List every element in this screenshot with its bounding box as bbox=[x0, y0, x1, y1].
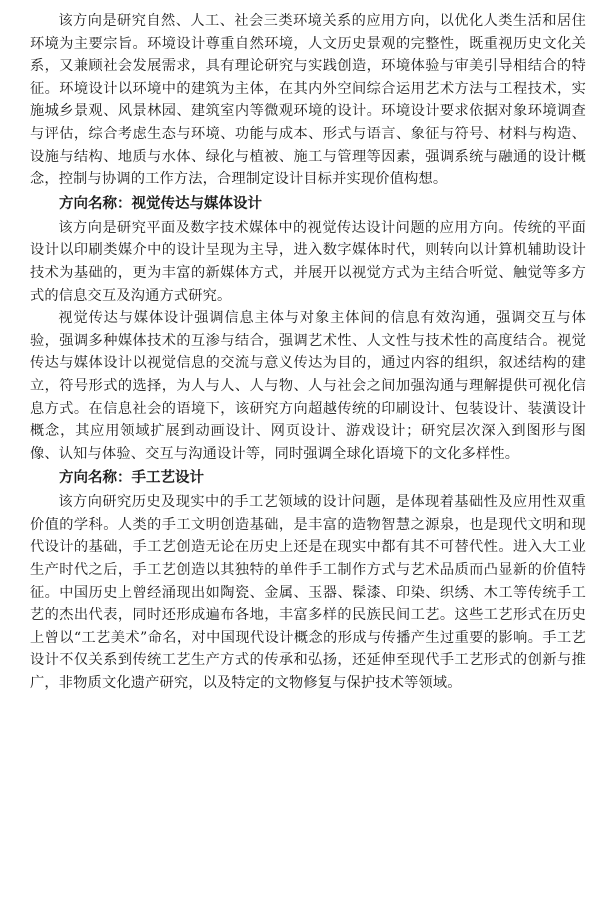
handicraft-paragraph-1: 该方向研究历史及现实中的手工艺领域的设计问题，是体现着基础性及应用性双重价值的学科。人类的手工文明创造基础，是丰富的造物智慧之源泉，也是现代文明和现代设计的基础，手工艺创造无论在历史上还是在现实中都有其不可替代性。进入大工业生产时代之后，手工艺创造以其独特的单件手工制作方式与艺术品质而凸显新的价值特征。中国历史上曾经涌现出如陶瓷、金属、玉器、髹漆、印染、织绣、木工等传统手工艺的杰出代表，同时还形成遍布各地，丰富多样的民族民间工艺。这些工艺形式在历史上曾以“工艺美术”命名，对中国现代设计概念的形成与传播产生过重要的影响。手工艺设计不仅关系到传统工艺生产方式的传承和弘扬，还延伸至现代手工艺形式的创新与推广，非物质文化遗产研究，以及特定的文物修复与保护技术等领域。 bbox=[30, 494, 586, 692]
section-visual-communication bbox=[30, 193, 586, 466]
intro-section bbox=[30, 10, 586, 191]
section-heading-visual-communication: 方向名称：视觉传达与媒体设计 bbox=[59, 195, 262, 212]
intro-paragraph: 该方向是研究自然、人工、社会三类环境关系的应用方向，以优化人类生活和居住环境为主要宗旨。环境设计尊重自然环境，人文历史景观的完整性，既重视历史文化关系，又兼顾社会发展需求，具有理论研究与实践创造，环境体验与审美引导相结合的特征。环境设计以环境中的建筑为主体，在其内外空间综合运用艺术方法与工程技术，实施城乡景观、风景林园、建筑室内等微观环境的设计。环境设计要求依据对象环境调查与评估，综合考虑生态与环境、功能与成本、形式与语言、象征与符号、材料与构造、设施与结构、地质与水体、绿化与植被、施工与管理等因素，强调系统与融通的设计概念，控制与协调的工作方法，合理制定设计目标并实现价值构想。 bbox=[30, 13, 586, 188]
document-page bbox=[30, 10, 586, 695]
visual-communication-paragraph-1: 该方向是研究平面及数字技术媒体中的视觉传达设计问题的应用方向。传统的平面设计以印刷类媒介中的设计呈现为主导，进入数字媒体时代，则转向以计算机辅助设计技术为基础的，更为丰富的新媒体方式，并展开以视觉方式为主结合听觉、触觉等多方式的信息交互及沟通方式研究。 bbox=[30, 219, 586, 304]
section-handicraft bbox=[30, 467, 586, 694]
section-heading-handicraft: 方向名称：手工艺设计 bbox=[59, 470, 204, 487]
visual-communication-paragraph-2: 视觉传达与媒体设计强调信息主体与对象主体间的信息有效沟通，强调交互与体验，强调多种媒体技术的互渗与结合，强调艺术性、人文性与技术性的高度结合。视觉传达与媒体设计以视觉信息的交流与意义传达为目的，通过内容的组织，叙述结构的建立，符号形式的选择，为人与人、人与物、人与社会之间加强沟通与理解提供可视化信息方式。在信息社会的语境下，该研究方向超越传统的印刷设计、包装设计、装潢设计概念，其应用领域扩展到动画设计、网页设计、游戏设计；研究层次深入到图形与图像、认知与体验、交互与沟通设计等，同时强调全球化语境下的文化多样性。 bbox=[30, 310, 586, 462]
